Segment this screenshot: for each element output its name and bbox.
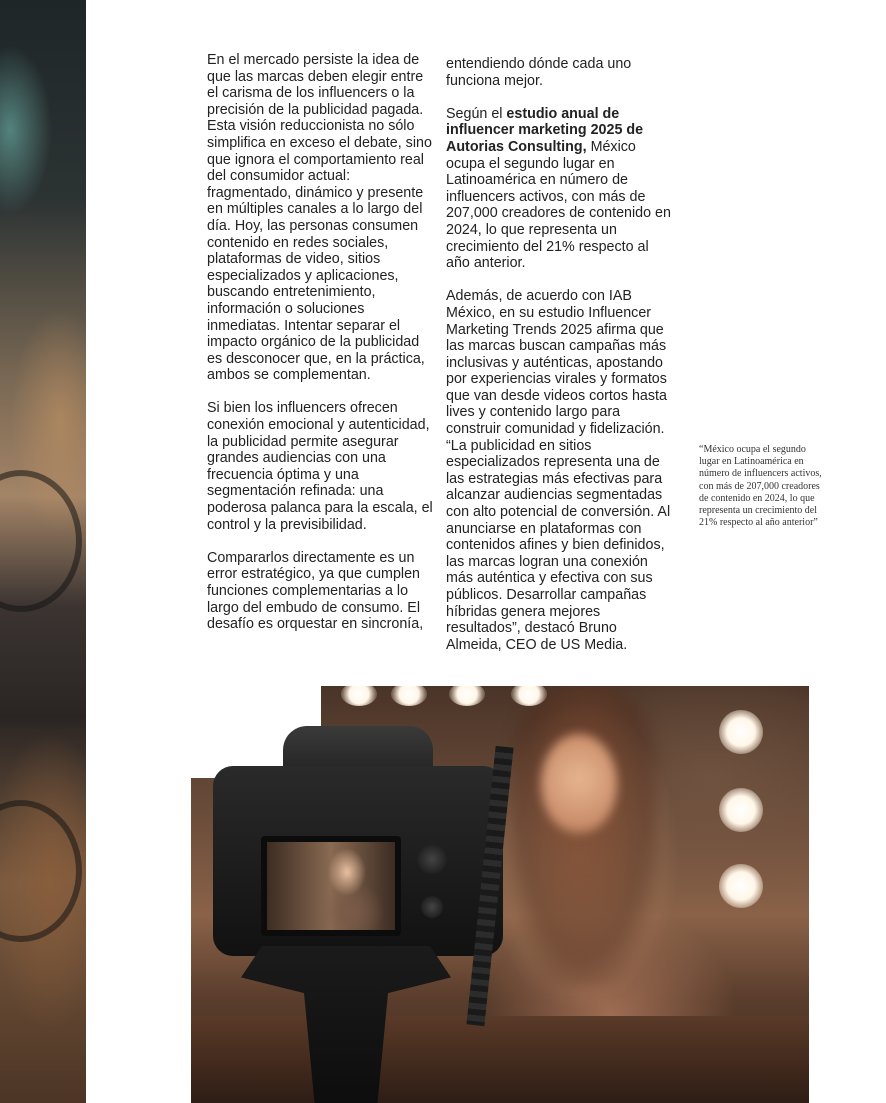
paragraph: Si bien los influencers ofrecen conexión emocional y autenticidad, la publicidad permite asegurar grandes audiencias con una frecuencia óptima y una segmentación refinada: una poderosa palanca para la escala, el control y la previsibilidad. (207, 400, 433, 533)
camera-screen-preview (267, 842, 395, 930)
paragraph-text: Según el (446, 105, 507, 122)
vanity-bulb (449, 686, 485, 706)
camera-dial-icon (417, 844, 447, 874)
paragraph: En el mercado persiste la idea de que las marcas deben elegir entre el carisma de los influencers o la precisión de la publicidad pagada. Esta visión reduccionista no sólo simplifica en exceso el debate, sino que ignora el comportamiento real del consumidor actual: fragmentado, dinámico y presente en múltiples canales a lo largo del día. Hoy, las personas consumen contenido en redes sociales, plataformas de video, sitios especializados y aplicaciones, buscando entretenimiento, información o soluciones inmediatas. Intentar separar el impacto orgánico de la publicidad es desconocer que, en la práctica, ambos se complementan. (207, 52, 432, 384)
pull-quote: “México ocupa el segundo lugar en Latinoamérica en número de influencers activos, con más de 207,000 creadores de contenido en 2024, lo que representa un crecimiento del 21% respecto al año anterior” (699, 444, 822, 529)
vanity-bulb (719, 710, 763, 754)
camera-button-icon (421, 896, 443, 918)
blurred-woman-face (541, 734, 617, 834)
paragraph: Compararlos directamente es un error estratégico, ya que cumplen funciones complementarias a lo largo del embudo de consumo. El desafío es orquestar en sincronía, (207, 549, 424, 633)
camera-photo (191, 686, 809, 1103)
paragraph (446, 106, 672, 272)
paragraph-text: México ocupa el segundo lugar en Latinoamérica en número de influencers activos, con más de 207,000 creadores de contenido en 2024, lo que representa un crecimiento del 21% respecto al año anterior. (446, 138, 671, 272)
camera-screen (261, 836, 401, 936)
article-column-2 (446, 56, 672, 670)
left-photo-strip (0, 0, 86, 1103)
vanity-bulb (341, 686, 377, 706)
blurred-woman-hair (509, 686, 659, 986)
vanity-bulb (719, 864, 763, 908)
vanity-bulb (391, 686, 427, 706)
paragraph: entendiendo dónde cada uno funciona mejor. (446, 56, 632, 89)
table-surface (191, 1016, 809, 1103)
blurred-ring-shape (0, 800, 82, 942)
article-column-1 (207, 52, 433, 649)
blurred-ring-shape (0, 470, 82, 612)
vanity-bulb (719, 788, 763, 832)
study-name-bold: estudio anual de influencer marketing 2025 de Autorias Consulting, (446, 105, 644, 155)
paragraph: Además, de acuerdo con IAB México, en su estudio Influencer Marketing Trends 2025 afirma que las marcas buscan campañas más inclusivas y auténticas, apostando por experiencias virales y formatos que van desde videos cortos hasta lives y contenido largo para construir comunidad y fidelización. “La publicidad en sitios especializados representa una de las estrategias más efectivas para alcanzar audiencias segmentadas con alto potencial de conversión. Al anunciarse en plataformas con contenidos afines y bien definidos, las marcas logran una conexión más auténtica y efectiva con sus públicos. Desarrollar campañas híbridas genera mejores resultados”, destacó Bruno Almeida, CEO de US Media. (446, 288, 671, 653)
